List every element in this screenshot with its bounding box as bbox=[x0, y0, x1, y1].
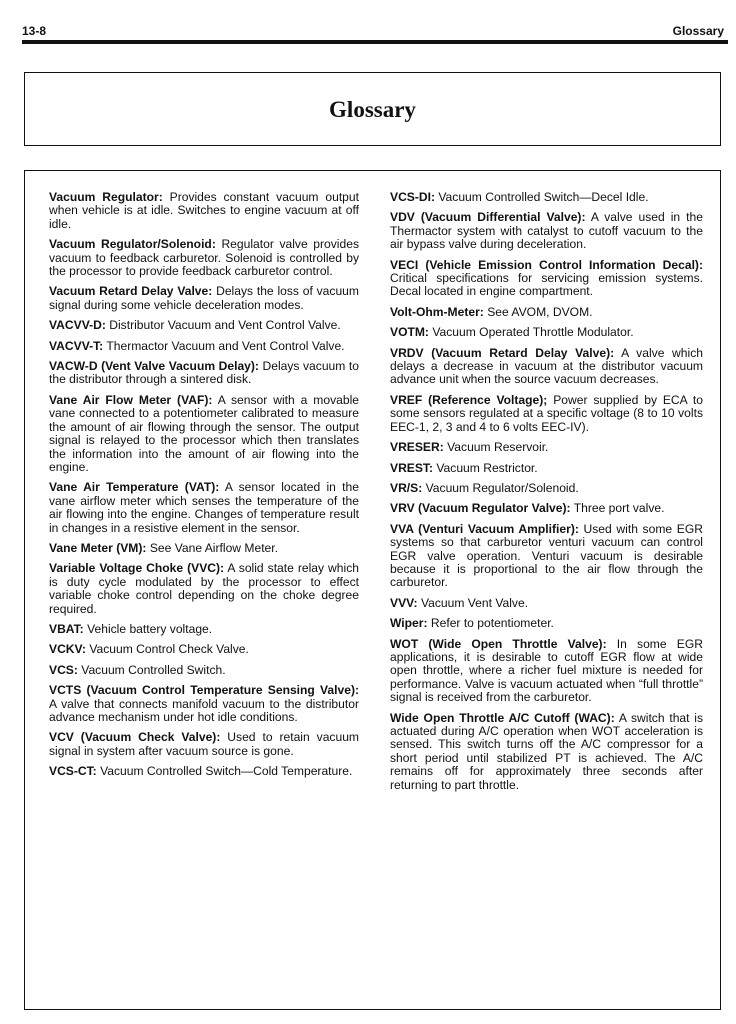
glossary-entry bbox=[49, 481, 359, 535]
left-column bbox=[49, 191, 359, 786]
glossary-entry bbox=[49, 542, 359, 555]
glossary-entry bbox=[390, 347, 703, 387]
glossary-entry bbox=[390, 306, 703, 319]
glossary-entry bbox=[49, 360, 359, 387]
glossary-definition: Vacuum Restrictor. bbox=[436, 460, 538, 475]
glossary-term: VRV (Vacuum Regulator Valve): bbox=[390, 501, 571, 516]
glossary-entry bbox=[390, 394, 703, 434]
glossary-entry bbox=[390, 441, 703, 454]
glossary-term: VRESER: bbox=[390, 440, 444, 455]
glossary-entry bbox=[390, 326, 703, 339]
glossary-term: VVA (Venturi Vacuum Amplifier): bbox=[390, 521, 579, 536]
glossary-term: Vacuum Retard Delay Valve: bbox=[49, 284, 213, 299]
glossary-entry bbox=[49, 731, 359, 758]
glossary-definition: Regulator valve provides vacuum to feedback carburetor. Solenoid is controlled by the processor to provide feedback carburetor control. bbox=[49, 237, 359, 279]
glossary-term: WOT (Wide Open Throttle Valve): bbox=[390, 636, 607, 651]
glossary-entry bbox=[390, 712, 703, 792]
glossary-entry bbox=[49, 664, 359, 677]
glossary-term: VACVV-D: bbox=[49, 318, 106, 333]
glossary-term: Wide Open Throttle A/C Cutoff (WAC): bbox=[390, 710, 615, 725]
header-rule bbox=[22, 40, 728, 44]
glossary-definition: Vacuum Vent Valve. bbox=[420, 595, 529, 610]
glossary-entry bbox=[390, 211, 703, 251]
glossary-term: VREST: bbox=[390, 460, 434, 475]
glossary-entry bbox=[49, 623, 359, 636]
glossary-definition: Vacuum Operated Throttle Modulator. bbox=[432, 325, 634, 340]
glossary-entry bbox=[390, 191, 703, 204]
glossary-term: VOTM: bbox=[390, 325, 429, 340]
glossary-definition: Used to retain vacuum signal in system after vacuum source is gone. bbox=[49, 730, 359, 758]
glossary-term: Vane Meter (VM): bbox=[49, 540, 147, 555]
glossary-definition: Vacuum Controlled Switch—Decel Idle. bbox=[438, 190, 649, 204]
section-name: Glossary bbox=[672, 24, 724, 38]
page-title: Glossary bbox=[329, 97, 416, 122]
glossary-definition: Thermactor Vacuum and Vent Control Valve. bbox=[106, 338, 345, 353]
glossary-term: VACVV-T: bbox=[49, 338, 104, 353]
glossary-definition: Vehicle battery voltage. bbox=[87, 621, 213, 636]
glossary-term: VCKV: bbox=[49, 642, 86, 657]
glossary-entry bbox=[49, 319, 359, 332]
glossary-definition: Power supplied by ECA to some sensors regulated at a specific voltage (8 to 10 volts EEC-1, 2, 3 and 4 to 6 volts EEC-IV). bbox=[390, 392, 703, 434]
glossary-entry bbox=[390, 617, 703, 630]
glossary-definition: Vacuum Controlled Switch—Cold Temperature. bbox=[100, 764, 353, 779]
glossary-entry bbox=[390, 482, 703, 495]
glossary-entry bbox=[390, 523, 703, 590]
glossary-term: Wiper: bbox=[390, 616, 428, 631]
title-box bbox=[24, 72, 721, 146]
glossary-term: VDV (Vacuum Differential Valve): bbox=[390, 210, 586, 225]
glossary-term: VCS-DI: bbox=[390, 190, 436, 204]
glossary-term: VRDV (Vacuum Retard Delay Valve): bbox=[390, 345, 615, 360]
glossary-definition: Delays the loss of vacuum signal during some vehicle deceleration modes. bbox=[49, 284, 359, 312]
glossary-term: VCTS (Vacuum Control Temperature Sensing Valve): bbox=[49, 683, 359, 698]
glossary-entry bbox=[390, 638, 703, 705]
glossary-term: Vacuum Regulator: bbox=[49, 190, 163, 204]
glossary-definition: In some EGR applications, it is desirable to cutoff EGR flow at wide open throttle, where a richer fuel mixture is needed for performance. Valve is vacuum actuated when “full throttle” signal is received from the carburetor. bbox=[390, 636, 703, 705]
glossary-term: VVV: bbox=[390, 595, 418, 610]
glossary-term: Volt-Ohm-Meter: bbox=[390, 304, 484, 319]
glossary-entry bbox=[49, 340, 359, 353]
glossary-definition: Distributor Vacuum and Vent Control Valve. bbox=[109, 318, 341, 333]
glossary-definition: Refer to potentiometer. bbox=[430, 616, 554, 631]
glossary-definition: Provides constant vacuum output when vehicle is at idle. Switches to engine vacuum at off idle. bbox=[49, 190, 359, 231]
glossary-term: VBAT: bbox=[49, 621, 84, 636]
glossary-definition: A valve which delays a decrease in vacuum at the distributor vacuum advance unit when the source vacuum decreases. bbox=[390, 345, 703, 387]
glossary-term: VECI (Vehicle Emission Control Information Decal): bbox=[390, 257, 703, 272]
glossary-definition: A sensor located in the vane airflow meter which senses the temperature of the air flowing into the engine. Changes of temperature result in changes in a resistive element in the sensor. bbox=[49, 480, 359, 535]
glossary-definition: Vacuum Control Check Valve. bbox=[89, 642, 249, 657]
glossary-term: Vane Air Flow Meter (VAF): bbox=[49, 392, 213, 407]
glossary-definition: See AVOM, DVOM. bbox=[487, 304, 593, 319]
glossary-entry bbox=[49, 285, 359, 312]
right-column bbox=[390, 191, 703, 799]
glossary-definition: A valve that connects manifold vacuum to the distributor advance mechanism under hot idle conditions. bbox=[49, 696, 359, 724]
glossary-definition: Vacuum Reservoir. bbox=[447, 440, 549, 455]
glossary-entry bbox=[49, 562, 359, 616]
glossary-term: Variable Voltage Choke (VVC): bbox=[49, 561, 225, 576]
glossary-term: Vacuum Regulator/Solenoid: bbox=[49, 237, 216, 252]
glossary-definition: A solid state relay which is duty cycle modulated by the processor to effect variable choke control depending on the choke degree required. bbox=[49, 561, 359, 616]
glossary-term: VCS-CT: bbox=[49, 764, 97, 779]
glossary-entry bbox=[390, 259, 703, 299]
glossary-term: VCS: bbox=[49, 662, 78, 677]
glossary-term: VCV (Vacuum Check Valve): bbox=[49, 730, 221, 745]
glossary-entry bbox=[49, 765, 359, 778]
glossary-definition: Vacuum Regulator/Solenoid. bbox=[425, 480, 579, 495]
glossary-entry bbox=[49, 191, 359, 231]
glossary-entry bbox=[49, 684, 359, 724]
glossary-term: Vane Air Temperature (VAT): bbox=[49, 480, 220, 495]
glossary-entry bbox=[390, 502, 703, 515]
glossary-definition: Three port valve. bbox=[573, 501, 665, 516]
glossary-definition: See Vane Airflow Meter. bbox=[149, 540, 278, 555]
glossary-entry bbox=[49, 394, 359, 474]
glossary-entry bbox=[390, 462, 703, 475]
page-header bbox=[22, 20, 726, 40]
glossary-definition: A switch that is actuated during A/C operation when WOT acceleration is sensed. This switch turns off the A/C compressor for a short period until stabilized PT is achieved. The A/C remains off for approximately three seconds after returning to part throttle. bbox=[390, 710, 703, 792]
glossary-entry bbox=[390, 597, 703, 610]
glossary-entry bbox=[49, 643, 359, 656]
glossary-term: VREF (Reference Voltage); bbox=[390, 392, 548, 407]
page-number: 13-8 bbox=[22, 24, 47, 38]
glossary-definition: Delays vacuum to the distributor through a sintered disk. bbox=[49, 359, 359, 387]
glossary-term: VACW-D (Vent Valve Vacuum Delay): bbox=[49, 359, 259, 374]
glossary-definition: Used with some EGR systems so that carburetor venturi vacuum can control EGR valve operation. Venturi vacuum is desirable because it is proportional to the air flow through the carburetor. bbox=[390, 521, 703, 590]
glossary-definition: Vacuum Controlled Switch. bbox=[81, 662, 226, 677]
glossary-entry bbox=[49, 238, 359, 278]
glossary-content bbox=[24, 170, 721, 1010]
glossary-definition: A valve used in the Thermactor system with catalyst to cutoff vacuum to the air bypass valve during deceleration. bbox=[390, 210, 703, 252]
glossary-term: VR/S: bbox=[390, 480, 423, 495]
glossary-definition: A sensor with a movable vane connected to a potentiometer calibrated to measure the amount of air flowing through the sensor. The output signal is relayed to the processor which then translates the information into the amount of air flowing into the engine. bbox=[49, 392, 359, 474]
glossary-definition: Critical specifications for servicing emission systems. Decal located in engine compartment. bbox=[390, 271, 703, 299]
